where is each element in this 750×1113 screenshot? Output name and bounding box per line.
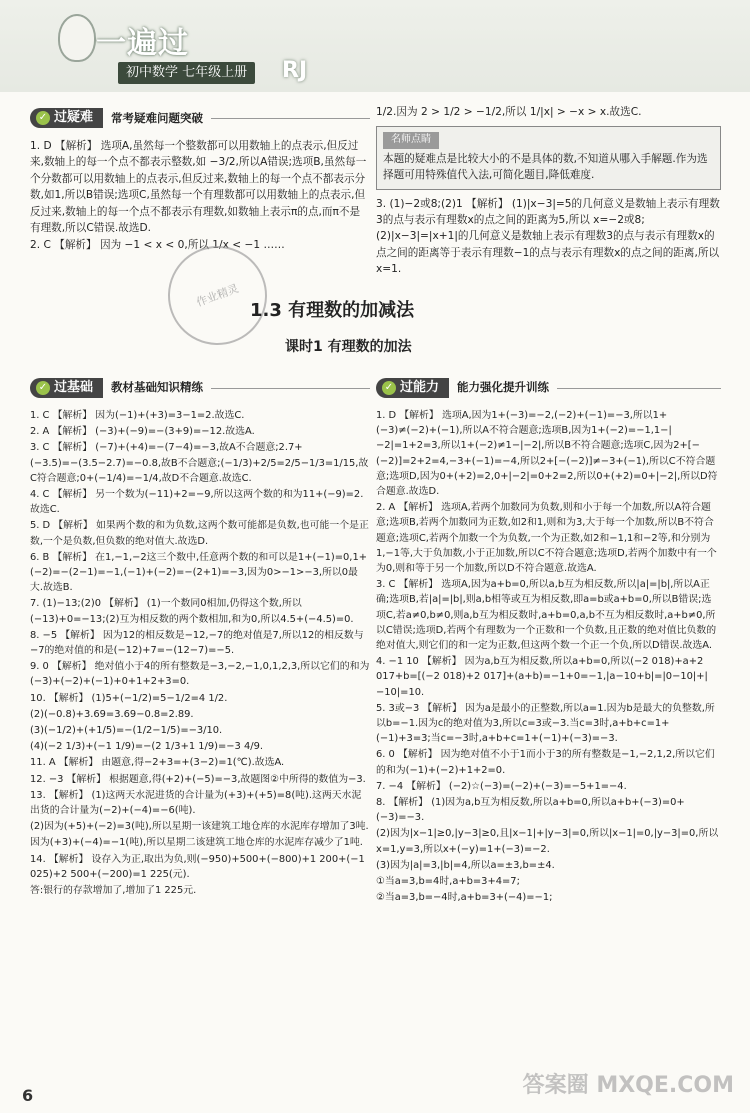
answer-line: 1/2.因为 2 > 1/2 > −1/2,所以 1/|x| > −x > x.故选C. <box>376 106 642 118</box>
answer-item: 13. 【解析】 (1)这两天水泥进货的合计量为(+3)+(+5)=8(吨).这两天水泥出货的合计量为(−2)+(−4)=−6(吨). <box>30 789 362 817</box>
answer-item: (3)(−1/2)+(+1/5)=−(1/2−1/5)=−3/10. <box>30 725 223 737</box>
answer-item: 12. −3 【解析】 根据题意,得(+2)+(−5)=−3,故题图②中所得的数值为−3. <box>30 773 366 785</box>
answer-item: 3. C 【解析】 (−7)+(+4)=−(7−4)=−3,故A不合题意;2.7+(−3.5)=−(3.5−2.7)=−0.8,故B不合题意;(−1/3)+2/5=2/5−1/3=1/15,故C符合题意;0+(−1/4)=−1/4,故D不合题意.故选C. <box>30 442 369 484</box>
section-desc: 教材基础知识精练 <box>111 380 204 395</box>
answer-item: 1. C 【解析】 因为(−1)+(+3)=3−1=2.故选C. <box>30 410 245 421</box>
section-right-top <box>376 104 721 279</box>
book-subtitle: 初中数学 七年级上册 <box>118 62 255 84</box>
section-desc: 常考疑难问题突破 <box>111 110 204 125</box>
answer-item: 5. D 【解析】 如果两个数的和为负数,这两个数可能都是负数,也可能一个是正数,一个是负数,但负数的绝对值大.故选D. <box>30 520 369 547</box>
header-banner <box>0 0 750 92</box>
answer-item: (4)(−2 1/3)+(−1 1/9)=−(2 1/3+1 1/9)=−3 4/9. <box>30 741 264 753</box>
answer-item: ①当a=3,b=4时,a+b=3+4=7; <box>376 876 520 888</box>
check-icon: ✓ <box>36 381 50 395</box>
answer-item: 3. (1)−2或8;(2)1 【解析】 (1)|x−3|=5的几何意义是数轴上表示有理数3的点与表示有理数x的点之间的距离为5,所以 x=−2或8;(2)|x−3|=|x+1|的几何意义是数轴上表示有理数3的点与表示有理数x的点之间的距离等于表示有理数−1的点与表示有理数x的点之间的距离,所以x=1. <box>376 197 720 276</box>
chapter-title: 1.3 有理数的加减法 <box>250 300 415 321</box>
note-box <box>376 126 721 189</box>
edition-label: RJ <box>282 58 308 83</box>
answer-item: (2)因为|x−1|≥0,|y−3|≥0,且|x−1|+|y−3|=0,所以|x−1|=0,|y−3|=0,所以x=1,y=3,所以x+(−y)=1+(−3)=−2. <box>376 828 719 855</box>
answer-item: 6. B 【解析】 在1,−1,−2这三个数中,任意两个数的和可以是1+(−1)=0,1+(−2)=−(2−1)=−1,(−1)+(−2)=−(2+1)=−3,因为0>−1>−3,所以0最大.故选B. <box>30 551 368 594</box>
section-guo-nengli <box>376 376 721 907</box>
answer-item: ②当a=3,b=−4时,a+b=3+(−4)=−1; <box>376 892 553 904</box>
lesson-title: 课时1 有理数的加法 <box>285 339 412 355</box>
section-badge: ✓ 过能力 <box>376 378 449 397</box>
answer-item: (2)(−0.8)+3.69=3.69−0.8=2.89. <box>30 708 194 720</box>
answer-item: 4. −1 10 【解析】 因为a,b互为相反数,所以a+b=0,所以(−2 018)+a+2 017+b=[(−2 018)+2 017]+(a+b)=−1+0=−1,|a−10+b|=|0−10|+|−10|=10. <box>376 656 708 698</box>
section-header <box>30 376 370 400</box>
stamp-watermark: 作业精灵 <box>154 232 281 359</box>
site-watermark: 答案圈 MXQE.COM <box>522 1073 734 1098</box>
answer-item: 1. D 【解析】 选项A,因为1+(−3)=−2,(−2)+(−1)=−3,所以1+(−3)≠(−2)+(−1),所以A不符合题意;选项B,因为1+(−2)=−1,1−|−2|=1+2=3,所以1+(−2)≠1−|−2|,所以B不符合题意;选项C,因为2+[−(−2)]=2+2=4,−3+(−1)=−4,所以2+[−(−2)]≠−3+(−1),所以C不符合题意;选项D,因为0+(+2)=2,0+|−2|=0+2=2,所以0+(+2)=0+|−2|,所以D符合题意.故选D. <box>376 410 718 498</box>
balloon-logo-icon <box>58 14 96 62</box>
answer-item: 5. 3或−3 【解析】 因为a是最小的正整数,所以a=1.因为b是最大的负整数,所以b=−1.因为c的绝对值为3,所以c=3或−3.当c=3时,a+b+c=1+(−1)+3=3;当c=−3时,a+b+c=1+(−1)+(−3)=−3. <box>376 702 715 745</box>
answer-item: 9. 0 【解析】 绝对值小于4的所有整数是−3,−2,−1,0,1,2,3,所以它们的和为(−3)+(−2)+(−1)+0+1+2+3=0. <box>30 661 370 688</box>
answer-item: 7. −4 【解析】 (−2)☆(−3)=(−2)+(−3)=−5+1=−4. <box>376 780 627 792</box>
answer-item: 8. 【解析】 (1)因为a,b互为相反数,所以a+b=0,所以a+b+(−3)=0+(−3)=−3. <box>376 797 685 824</box>
page-number: 6 <box>22 1086 34 1105</box>
section-badge: ✓ 过疑难 <box>30 108 103 128</box>
section-badge: ✓ 过基础 <box>30 378 103 397</box>
note-text: 本题的疑难点是比较大小的不是具体的数,不知道从哪入手解题.作为选择题可用特殊值代入法,可简化题目,降低难度. <box>383 152 708 182</box>
answer-item: 3. C 【解析】 选项A,因为a+b=0,所以a,b互为相反数,所以|a|=|b|,所以A正确;选项B,若|a|=|b|,则a,b相等或互为相反数,即a=b或a+b=0,所以B错误;选项C,若a≠0,b≠0,则a,b互为相反数时,a+b=0,a,b不互为相反数时,a+b≠0,所以C错误;选项D,若两个有理数为一个正数和一个负数,且正数的绝对值比负数的绝对值大,则它们的和一定为正数,但这两个数一个正一个负,所以D错误.故选A. <box>376 579 717 652</box>
note-title: 名师点睛 <box>383 132 439 148</box>
answer-item: 14. 【解析】 设存入为正,取出为负,则(−950)+500+(−800)+1 200+(−1 025)+2 500+(−200)=1 225(元). <box>30 853 365 880</box>
answer-item: 2. A 【解析】 选项A,若两个加数同为负数,则和小于每一个加数,所以A符合题意;选项B,若两个加数同为正数,如2和1,则和为3,大于每一个加数,所以B不符合题意;选项C,若两个加数一个为负数,一个为正数,如2和−1,1和−2等,和分别为1,−1等,大于负加数,小于正加数,所以C不符合题意;选项D,若两个加数中有一个为0,则和等于另一个加数,所以D不符合题意.故选A. <box>376 502 717 575</box>
brand-title: 一遍过 <box>96 26 189 61</box>
divider <box>211 118 370 119</box>
answer-item: (3)因为|a|=3,|b|=4,所以a=±3,b=±4. <box>376 859 555 871</box>
section-header <box>30 106 370 130</box>
divider <box>557 388 721 389</box>
answer-item: 因为(+3)+(−4)=−1(吨),所以星期二该建筑工地仓库的水泥库存减少了1吨. <box>30 837 363 849</box>
check-icon: ✓ <box>382 381 396 395</box>
answer-item: 2. C 【解析】 因为 −1 < x < 0,所以 1/x < −1 …… <box>30 239 285 252</box>
section-header <box>376 376 721 400</box>
answer-item: 4. C 【解析】 另一个数为(−11)+2=−9,所以这两个数的和为11+(−9)=2.故选C. <box>30 489 364 516</box>
answer-item: 7. (1)−13;(2)0 【解析】 (1)一个数同0相加,仍得这个数,所以(−13)+0=−13;(2)互为相反数的两个数相加,和为0,所以4.5+(−4.5)=0. <box>30 598 354 625</box>
answer-item: (2)因为(+5)+(−2)=3(吨),所以星期一该建筑工地仓库的水泥库存增加了3吨. <box>30 821 369 833</box>
divider <box>211 388 370 389</box>
answer-item: 1. D 【解析】 选项A,虽然每一个整数都可以用数轴上的点表示,但反过来,数轴上的每一个点不都表示整数,如 −3/2,所以A错误;选项B,虽然每一个分数都可以用数轴上的点表示,但反过来,数轴上的每一个点不都表示分数,如1,所以B错误;选项C,虽然每一个有理数都可以用数轴上的点表示,但反过来,数轴上的每一个点不都表示有理数,如数轴上表示π的点,而π不是有理数,所以C错误.故选D. <box>30 140 367 235</box>
answer-item: 答:银行的存款增加了,增加了1 225元. <box>30 885 197 897</box>
answer-item: 10. 【解析】 (1)5+(−1/2)=5−1/2=4 1/2. <box>30 692 228 704</box>
check-icon: ✓ <box>36 111 50 125</box>
answer-item: 2. A 【解析】 (−3)+(−9)=−(3+9)=−12.故选A. <box>30 426 255 438</box>
answer-item: 8. −5 【解析】 因为12的相反数是−12,−7的绝对值是7,所以12的相反数与−7的绝对值的和是(−12)+7=−(12−7)=−5. <box>30 629 364 657</box>
answer-item: 6. 0 【解析】 因为绝对值不小于1而小于3的所有整数是−1,−2,1,2,所以它们的和为(−1)+(−2)+1+2=0. <box>376 749 715 776</box>
section-guo-yinan <box>30 106 370 255</box>
section-guo-jichu <box>30 376 370 899</box>
section-desc: 能力强化提升训练 <box>457 380 550 395</box>
answer-item: 11. A 【解析】 由题意,得−2+3=+(3−2)=1(℃).故选A. <box>30 757 285 769</box>
